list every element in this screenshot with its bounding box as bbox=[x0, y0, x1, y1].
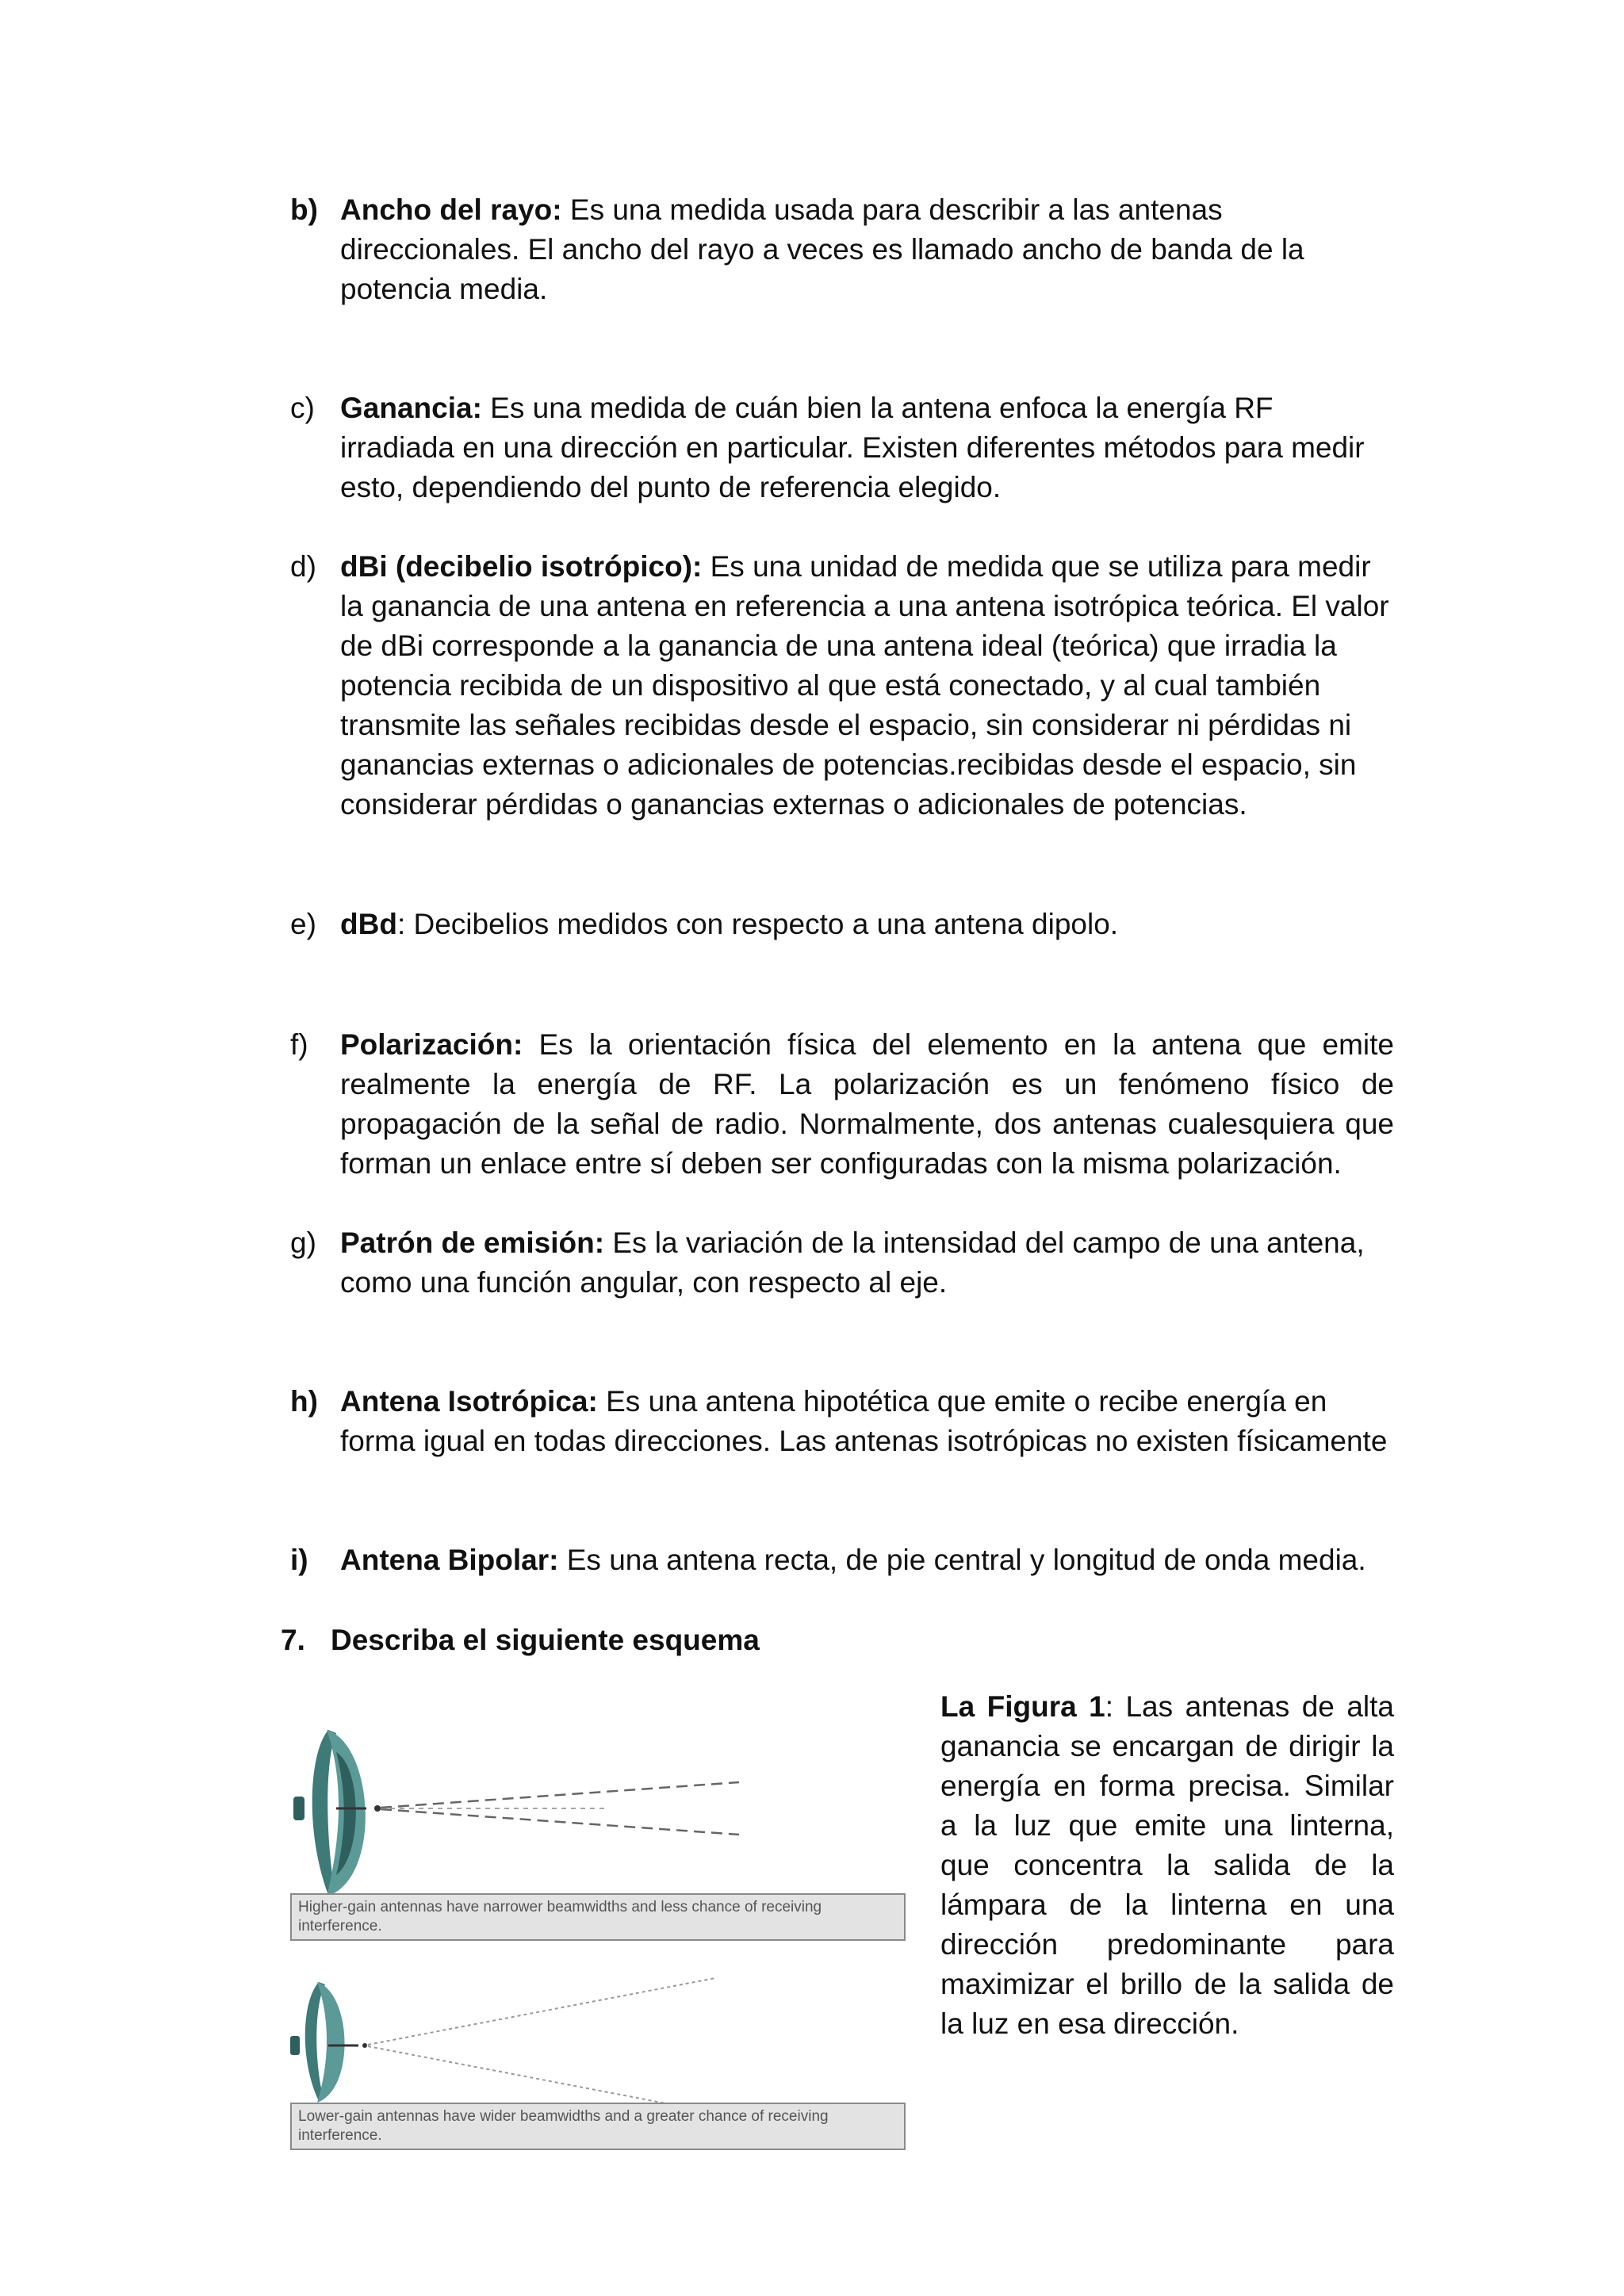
figure-description bbox=[940, 1687, 1394, 2044]
low-gain-antenna-icon bbox=[290, 1978, 715, 2113]
list-marker: e) bbox=[290, 908, 316, 940]
definition-text: Es una medida de cuán bien la antena enfoca la energía RF irradiada en una dirección en particular. Existen diferentes métodos para medir esto, dependiendo del punto de referencia elegido. bbox=[340, 392, 1365, 503]
definition-text: Es la variación de la intensidad del campo de una antena, como una función angular, con respecto al eje. bbox=[340, 1226, 1365, 1299]
definition-c bbox=[290, 388, 1394, 507]
definition-e bbox=[290, 905, 1394, 944]
list-marker: i) bbox=[290, 1544, 308, 1576]
figure-caption-high-gain: Higher-gain antennas have narrower beamwidths and less chance of receiving interference. bbox=[290, 1893, 906, 1941]
definition-text: Es una medida usada para describir a las antenas direccionales. El ancho del rayo a veces es llamado ancho de banda de la potencia media. bbox=[340, 193, 1304, 305]
term: Antena Bipolar: bbox=[340, 1544, 559, 1576]
figure-label: La Figura 1 bbox=[940, 1690, 1105, 1723]
list-marker: d) bbox=[290, 550, 316, 583]
list-marker: h) bbox=[290, 1385, 318, 1418]
definition-i bbox=[290, 1540, 1394, 1580]
definition-f bbox=[290, 1025, 1394, 1184]
figure-caption-low-gain: Lower-gain antennas have wider beamwidths and a greater chance of receiving interference. bbox=[290, 2103, 906, 2150]
question-text: Describa el siguiente esquema bbox=[331, 1624, 760, 1656]
list-marker: g) bbox=[290, 1226, 316, 1259]
definition-h bbox=[290, 1382, 1394, 1461]
term: Ancho del rayo: bbox=[340, 193, 562, 226]
term: dBi (decibelio isotrópico): bbox=[340, 550, 703, 583]
figure-description-text: : Las antenas de alta ganancia se encargan de dirigir la energía en forma precisa. Similar a la luz que emite una linterna, que concentra la salida de la lámpara de la linterna en una dirección predominante para maximizar el brillo de la salida de la luz en esa dirección. bbox=[940, 1690, 1394, 2040]
definition-g bbox=[290, 1223, 1394, 1303]
definition-b bbox=[290, 190, 1394, 309]
definition-text: Es una antena recta, de pie central y longitud de onda media. bbox=[558, 1544, 1366, 1576]
term: dBd bbox=[340, 908, 397, 940]
question-heading bbox=[281, 1621, 760, 1660]
list-marker: c) bbox=[290, 392, 315, 424]
list-marker: f) bbox=[290, 1028, 308, 1061]
antenna-beamwidth-figure bbox=[287, 1712, 907, 2156]
question-number: 7. bbox=[281, 1624, 305, 1656]
high-gain-antenna-icon bbox=[293, 1730, 739, 1896]
definition-d bbox=[290, 547, 1394, 825]
definition-text: Es una unidad de medida que se utiliza para medir la ganancia de una antena en referencia a una antena isotrópica teórica. El valor de dBi corresponde a la ganancia de una antena ideal (teórica) que irradia la potencia recibida de un dispositivo al que está conectado, y al cual también transmite las señales recibidas desde el espacio, sin considerar ni pérdidas ni ganancias externas o adicionales de potencias.recibidas desde el espacio, sin considerar pérdidas o ganancias externas o adicionales de potencias. bbox=[340, 550, 1389, 821]
list-marker: b) bbox=[290, 193, 318, 226]
term: Patrón de emisión: bbox=[340, 1226, 605, 1259]
term: Ganancia: bbox=[340, 392, 482, 424]
term: Polarización: bbox=[340, 1028, 523, 1061]
definition-text: Es una antena hipotética que emite o recibe energía en forma igual en todas direcciones. Las antenas isotrópicas no existen físicamente bbox=[340, 1385, 1388, 1457]
definition-text: : Decibelios medidos con respecto a una antena dipolo. bbox=[396, 908, 1119, 940]
term: Antena Isotrópica: bbox=[340, 1385, 598, 1418]
definition-text: Es la orientación física del elemento en la antena que emite realmente la energía de RF. La polarización es un fenómeno físico de propagación de la señal de radio. Normalmente, dos antenas cualesquiera que forman un enlace entre sí deben ser configuradas con la misma polarización. bbox=[340, 1028, 1394, 1180]
